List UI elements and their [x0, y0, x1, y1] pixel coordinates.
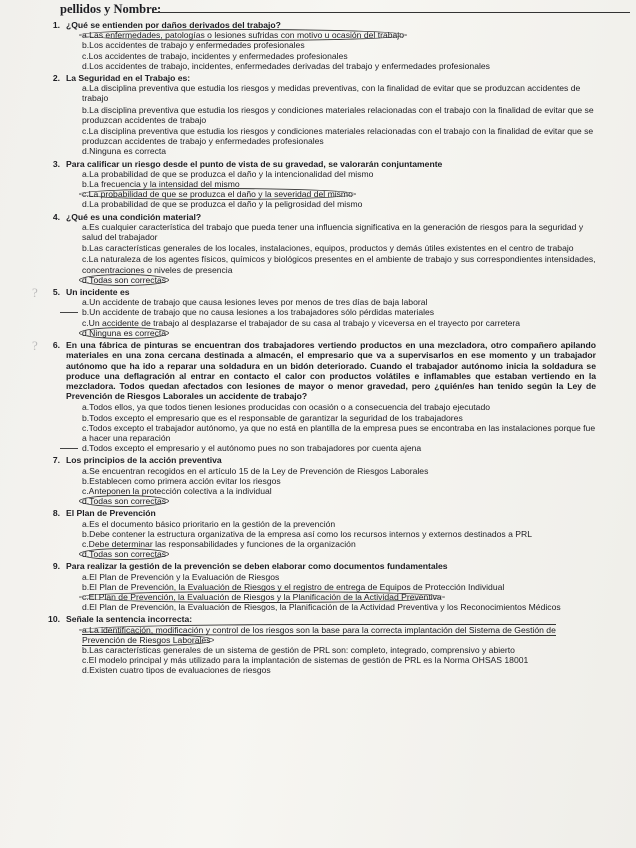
- question-number: 7.: [52, 455, 60, 466]
- question-text: Un incidente es: [66, 287, 130, 298]
- question-text: Señale la sentencia incorrecta:: [66, 614, 193, 625]
- question-10: [0, 614, 636, 675]
- option-text: c.Un accidente de trabajo al desplazarse el trabajador de su casa al trabajo y viceversa en el trayecto por carretera: [82, 317, 521, 328]
- question-4: [0, 212, 636, 285]
- option-c[interactable]: [0, 486, 636, 496]
- option-text: d.La probabilidad de que se produzca el daño y la peligrosidad del mismo: [82, 199, 363, 210]
- question-number: 9.: [52, 561, 60, 572]
- question-number: 8.: [52, 508, 60, 519]
- question-stem: [0, 212, 636, 222]
- option-text: c.La disciplina preventiva que estudia los riesgos y condiciones materiales relacionadas con el trabajo con la finalidad de evitar que se produzcan accidentes de trabajo y enfermedades profesionales: [82, 126, 594, 147]
- option-text: b.Debe contener la estructura organizativa de la empresa así como los recursos internos y externos destinados a PRL: [82, 528, 532, 539]
- option-c[interactable]: [0, 318, 636, 328]
- question-9: [0, 561, 636, 612]
- question-stem: [0, 287, 636, 297]
- option-d[interactable]: [0, 443, 636, 453]
- option-text: d.Los accidentes de trabajo, incidentes, enfermedades derivadas del trabajo y enfermedades profesionales: [82, 60, 490, 71]
- option-d[interactable]: [0, 61, 636, 71]
- option-a[interactable]: [0, 519, 636, 529]
- option-text: d.Todas son correctas: [79, 274, 169, 286]
- question-stem: [0, 561, 636, 571]
- option-text: d.Existen cuatro tipos de evaluaciones de riesgos: [82, 665, 271, 676]
- name-header: [60, 2, 630, 18]
- option-b[interactable]: [0, 307, 636, 317]
- question-stem: [0, 508, 636, 518]
- option-text: b.Todos excepto el empresario que es el responsable de garantizar la seguridad de los trabajadores: [82, 412, 463, 423]
- question-8: [0, 508, 636, 559]
- option-text: b.Los accidentes de trabajo y enfermedades profesionales: [82, 40, 305, 51]
- option-b[interactable]: [0, 476, 636, 486]
- question-number: 2.: [52, 73, 60, 84]
- question-number: 10.: [48, 614, 60, 625]
- option-b[interactable]: [0, 413, 636, 423]
- option-a[interactable]: [0, 572, 636, 582]
- option-b[interactable]: [0, 529, 636, 539]
- option-text: c.El modelo principal y más utilizado para la implantación de sistemas de gestión de PRL es la Norma OHSAS 18001: [82, 655, 529, 666]
- option-c[interactable]: [0, 423, 636, 443]
- question-number: 3.: [52, 158, 60, 169]
- option-a[interactable]: [0, 169, 636, 179]
- question-stem: [0, 159, 636, 169]
- option-d[interactable]: [0, 549, 636, 559]
- name-underline: [152, 12, 630, 13]
- option-text: a.Es el documento básico prioritario en la gestión de la prevención: [82, 518, 336, 529]
- question-text: La Seguridad en el Trabajo es:: [66, 73, 191, 84]
- question-6: [0, 340, 636, 453]
- option-c[interactable]: [0, 126, 636, 146]
- margin-mark: ?: [32, 338, 38, 354]
- question-list: [0, 20, 636, 676]
- question-stem: [0, 73, 636, 83]
- option-c[interactable]: [0, 592, 636, 602]
- option-text: a.Las enfermedades, patologías o lesiones sufridas con motivo u ocasión del trabajo: [79, 29, 407, 41]
- option-a[interactable]: [0, 30, 636, 40]
- question-text: ¿Qué es una condición material?: [66, 211, 202, 222]
- option-text: c.La naturaleza de los agentes físicos, químicos y biológicos presentes en el ambiente de trabajo y sus correspondientes intensidades, concentraciones o niveles de presencia: [82, 254, 596, 275]
- option-text: d.Ninguna es correcta: [82, 146, 167, 157]
- option-text: b.Las características generales de un sistema de gestión de PRL son: completo, integrado, comprensivo y abierto: [82, 644, 515, 655]
- option-a[interactable]: [0, 625, 636, 645]
- question-text: El Plan de Prevención: [66, 508, 156, 519]
- option-b[interactable]: [0, 243, 636, 253]
- question-stem: [0, 455, 636, 465]
- option-b[interactable]: [0, 645, 636, 655]
- option-text: d.Todas son correctas: [79, 548, 169, 560]
- option-text: b.La disciplina preventiva que estudia los riesgos y condiciones materiales relacionadas con el trabajo con la finalidad de evitar que se produzcan accidentes de trabajo: [82, 104, 594, 125]
- option-d[interactable]: [0, 602, 636, 612]
- option-d[interactable]: [0, 665, 636, 675]
- option-c[interactable]: [0, 539, 636, 549]
- option-text: a.Un accidente de trabajo que causa lesiones leves por menos de tres días de baja laboral: [82, 297, 428, 308]
- option-text: c.El Plan de Prevención, la Evaluación de Riesgos y la Planificación de la Actividad Preventiva: [79, 591, 445, 603]
- option-text: c.Los accidentes de trabajo, incidentes y enfermedades profesionales: [82, 50, 348, 61]
- option-a[interactable]: [0, 222, 636, 242]
- question-number: 4.: [52, 211, 60, 222]
- question-1: [0, 20, 636, 71]
- option-c[interactable]: [0, 51, 636, 61]
- option-b[interactable]: [0, 40, 636, 50]
- option-text: a.La probabilidad de que se produzca el daño y la intencionalidad del mismo: [82, 168, 374, 179]
- option-text: a.El Plan de Prevención y la Evaluación de Riesgos: [82, 571, 280, 582]
- option-text: c.Todos excepto el trabajador autónomo, ya que no está en plantilla de la empresa pues se encontraba en las instalaciones porque fue a hacer una reparación: [82, 422, 596, 443]
- option-text: d.El Plan de Prevención, la Evaluación de Riesgos, la Planificación de la Actividad Preventiva y los Reconocimientos Médicos: [82, 602, 561, 613]
- option-a[interactable]: [0, 402, 636, 412]
- option-text: b.El Plan de Prevención, la Evaluación de Riesgos y el registro de entrega de Equipos de Protección Individual: [82, 581, 505, 592]
- question-text: Para realizar la gestión de la prevención se deben elaborar como documentos fundamentales: [66, 561, 448, 572]
- option-text: b.Un accidente de trabajo que no causa lesiones a los trabajadores sólo pérdidas materiales: [82, 307, 435, 318]
- option-c[interactable]: [0, 189, 636, 199]
- option-a[interactable]: [0, 297, 636, 307]
- option-text: d.Ninguna es correcta: [79, 327, 169, 339]
- option-d[interactable]: [0, 496, 636, 506]
- question-2: [0, 73, 636, 157]
- option-b[interactable]: [0, 105, 636, 125]
- question-stem: [0, 340, 636, 401]
- option-a[interactable]: [0, 466, 636, 476]
- option-text: a.La disciplina preventiva que estudia los riesgos y medidas preventivas, con la finalidad de evitar que se produzcan accidentes de trabajo: [82, 83, 581, 104]
- option-text: d.Todas son correctas: [79, 495, 169, 507]
- question-7: [0, 455, 636, 506]
- question-3: [0, 159, 636, 210]
- option-text: a.Todos ellos, ya que todos tienen lesiones producidas con ocasión o a consecuencia del trabajo ejecutado: [82, 402, 491, 413]
- option-d[interactable]: [0, 199, 636, 209]
- pen-arrow-mark: [60, 448, 78, 449]
- option-text: a.La identificación, modificación y control de los riesgos son la base para la correcta implantación del Sistema de Gestión de Prevención de Riesgos Laborales: [79, 624, 556, 646]
- margin-mark: ?: [32, 285, 38, 301]
- question-text: En una fábrica de pinturas se encuentran dos trabajadores vertiendo productos en una mezcladora, otro compañero apilando materiales en una zona cercana destinada a almacén, el empresario que va a supervisarlos en ese momento y un trabajador autónomo que ha ido a reparar una soldadura en un bidón deteriorado. Cuando el trabajador autónomo inicia la soldadura se produce una deflagración al entrar en contacto el calor con productos volátiles e inflamables que estaban vertiendo en la mezcladora. Todos quedan afectados con lesiones de mayor o menor gravedad, pero ¿quién/es han tenido según la Ley de Prevención de Riesgos Laborales un accidente de trabajo?: [66, 340, 596, 402]
- option-b[interactable]: [0, 179, 636, 189]
- question-text: Para calificar un riesgo desde el punto de vista de su gravedad, se valorarán conjuntamente: [66, 158, 443, 169]
- option-text: d.Todos excepto el empresario y el autónomo pues no son trabajadores por cuenta ajena: [82, 443, 422, 454]
- option-text: b.La frecuencia y la intensidad del mismo: [82, 179, 240, 190]
- question-5: [0, 287, 636, 338]
- option-text: a.Es cualquier característica del trabajo que pueda tener una influencia significativa en la generación de riesgos para la seguridad y salud del trabajador: [82, 221, 584, 243]
- name-label: pellidos y Nombre:: [60, 2, 162, 16]
- option-d[interactable]: [0, 275, 636, 285]
- option-text: b.Establecen como primera acción evitar los riesgos: [82, 475, 281, 486]
- option-text: c.Anteponen la protección colectiva a la individual: [82, 485, 272, 496]
- option-text: c.La probabilidad de que se produzca el daño y la severidad del mismo: [79, 188, 356, 200]
- question-text: ¿Qué se entienden por daños derivados del trabajo?: [66, 20, 281, 30]
- question-number: 1.: [52, 20, 60, 30]
- question-number: 6.: [52, 340, 60, 351]
- option-c[interactable]: [0, 655, 636, 665]
- option-d[interactable]: [0, 146, 636, 156]
- question-text: Los principios de la acción preventiva: [66, 455, 222, 466]
- option-d[interactable]: [0, 328, 636, 338]
- option-text: c.Debe determinar las responsabilidades y funciones de la organización: [82, 538, 356, 549]
- option-text: b.Las características generales de los locales, instalaciones, equipos, productos y demás útiles existentes en el centro de trabajo: [82, 243, 574, 254]
- option-a[interactable]: [0, 83, 636, 103]
- question-number: 5.: [52, 287, 60, 298]
- option-text: a.Se encuentran recogidos en el artículo 15 de la Ley de Prevención de Riesgos Laborales: [82, 465, 429, 476]
- pen-arrow-mark: [60, 312, 78, 313]
- option-c[interactable]: [0, 254, 636, 274]
